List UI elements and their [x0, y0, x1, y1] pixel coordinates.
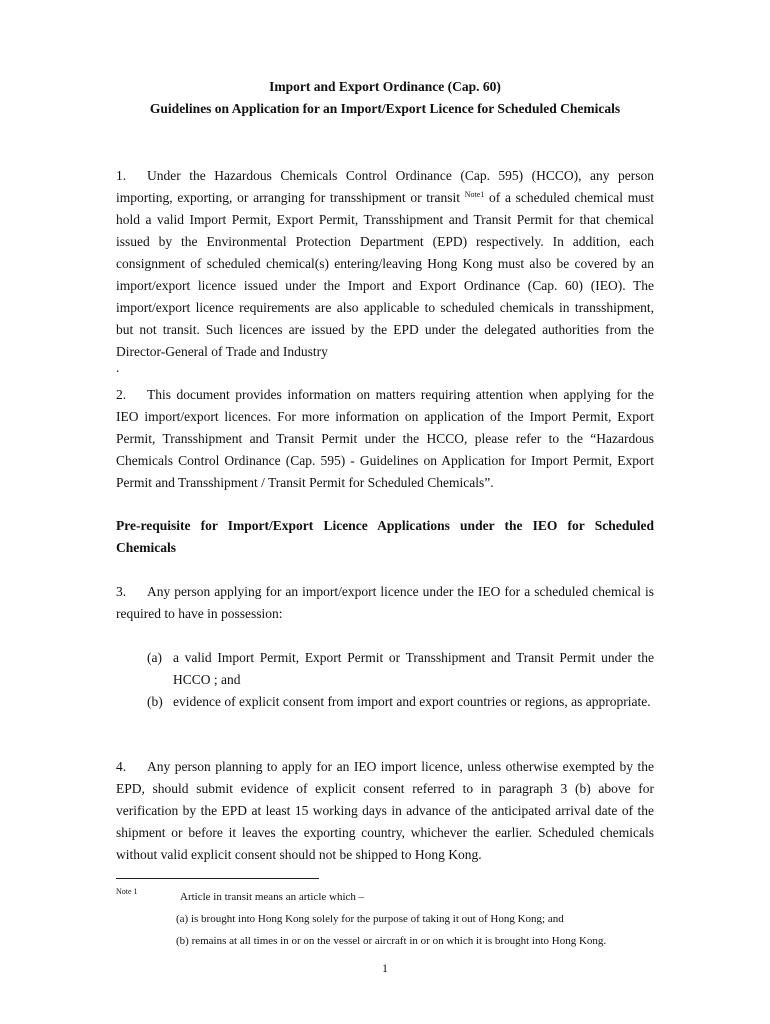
paragraph-number: 3.: [116, 584, 127, 599]
paragraph-text-continued: of a scheduled chemical must hold a valid Import Permit, Export Permit, Transshipment and Transit Permit for that chemical issued by the Environmental Protection Department (EPD) respectively. In addition, each consignment of scheduled chemical(s) entering/leaving Hong Kong must also be covered by an import/export licence issued under the Import and Export Ordinance (Cap. 60) (IEO). The import/export licence requirements are also applicable to scheduled chemicals in transshipment, but not transit. Such licences are issued by the EPD under the delegated authorities from the Director-General of Trade and Industry: [116, 190, 655, 359]
paragraph-number: 1.: [116, 168, 127, 183]
list-item-label: (b): [147, 694, 163, 709]
list-item: [147, 647, 654, 691]
list-item-label: (a): [147, 650, 162, 665]
stray-period: .: [116, 360, 120, 375]
requirements-list: [147, 647, 654, 713]
paragraph-number: 2.: [116, 387, 127, 402]
paragraph-1: [116, 165, 654, 363]
footnote-line: (b) remains at all times in or on the vessel or aircraft in or on which it is brought into Hong Kong.: [176, 935, 607, 947]
footnote-line: Article in transit means an article which –: [180, 891, 365, 903]
paragraph-text: Under the Hazardous Chemicals Control Ordinance (Cap. 595) (HCCO), any person importing, exporting, or arranging for transshipment or transit: [116, 168, 654, 205]
paragraph-4: [116, 756, 654, 866]
document-subtitle: Guidelines on Application for an Import/Export Licence for Scheduled Chemicals: [149, 101, 621, 116]
page-number: 1: [382, 961, 388, 975]
footnote-label: Note 1: [116, 887, 138, 896]
document-title: Import and Export Ordinance (Cap. 60): [269, 79, 501, 94]
paragraph-text: Any person planning to apply for an IEO import licence, unless otherwise exempted by the EPD, should submit evidence of explicit consent referred to in paragraph 3 (b) above for verification by the EPD at least 15 working days in advance of the anticipated arrival date of the shipment or before it leaves the exporting country, whichever the earlier. Scheduled chemicals without valid explicit consent should not be shipped to Hong Kong.: [116, 759, 654, 862]
list-item-text: evidence of explicit consent from import and export countries or regions, as appropriate.: [173, 694, 651, 709]
paragraph-text: Any person applying for an import/export licence under the IEO for a scheduled chemical is required to have in possession:: [116, 584, 654, 621]
paragraph-3: [116, 581, 654, 625]
paragraph-number: 4.: [116, 759, 127, 774]
list-item-text: a valid Import Permit, Export Permit or Transshipment and Transit Permit under the HCCO ; and: [173, 650, 654, 687]
footnote-line: (a) is brought into Hong Kong solely for the purpose of taking it out of Hong Kong; and: [176, 913, 564, 925]
paragraph-text: This document provides information on matters requiring attention when applying for the IEO import/export licences. For more information on application of the Import Permit, Export Permit, Transshipment and Transit Permit under the HCCO, please refer to the “Hazardous Chemicals Control Ordinance (Cap. 595) - Guidelines on Application for Import Permit, Export Permit and Transshipment / Transit Permit for Scheduled Chemicals”.: [116, 387, 654, 490]
footnote-divider: [116, 878, 319, 879]
list-item: [147, 691, 654, 713]
footnote-marker: Note1: [464, 190, 485, 199]
section-heading: Pre-requisite for Import/Export Licence Applications under the IEO for Scheduled Chemicals: [116, 518, 654, 555]
paragraph-2: [116, 384, 654, 494]
